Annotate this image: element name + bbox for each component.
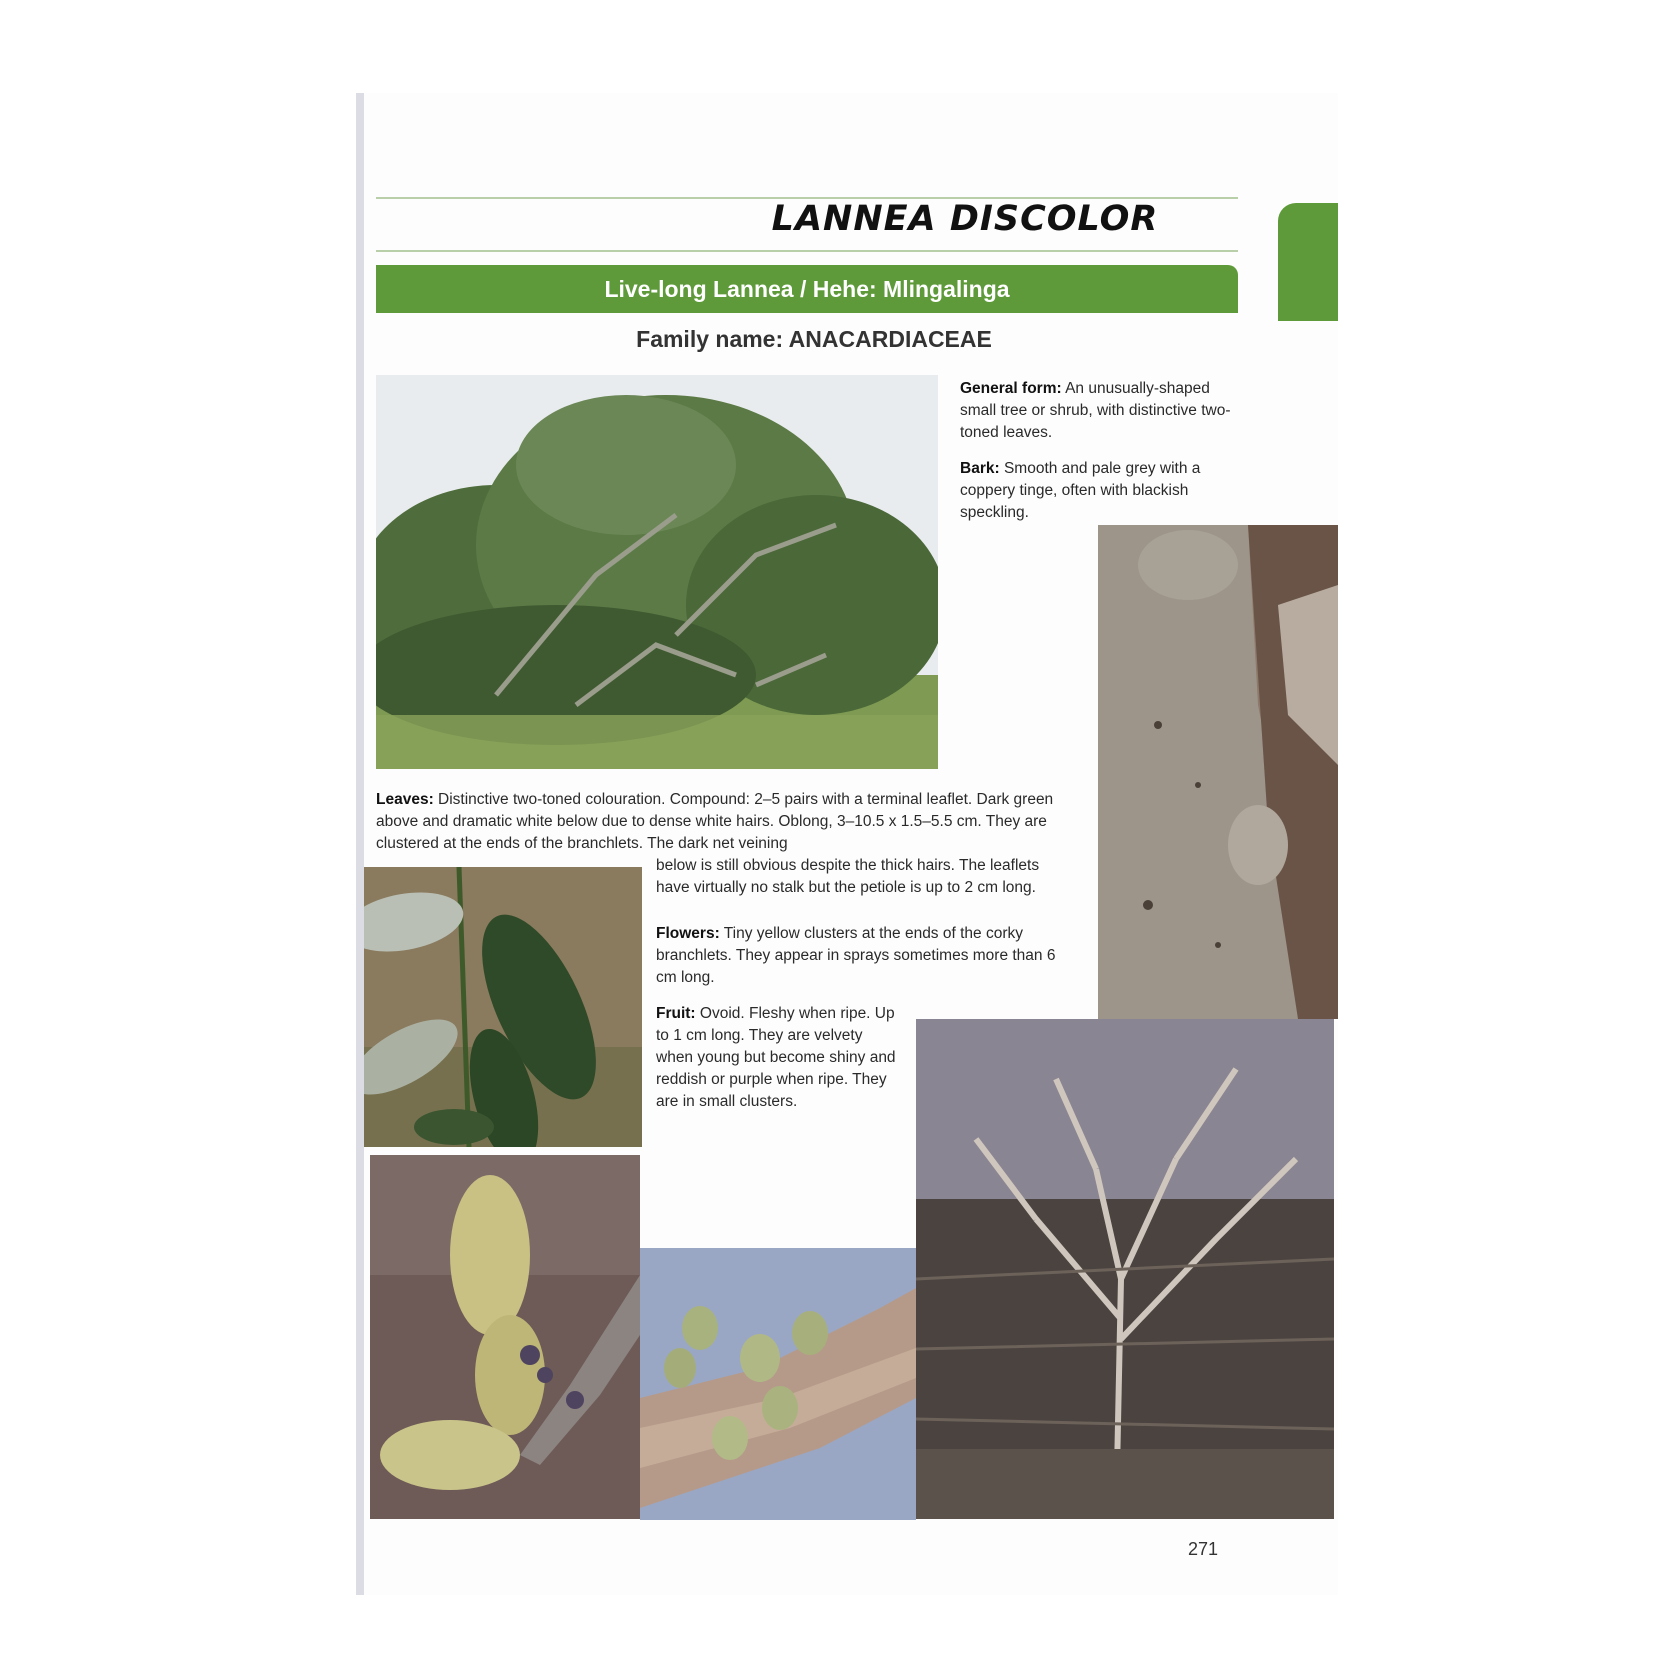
general-form-bark-text <box>960 378 1250 538</box>
section-tab <box>1278 203 1338 321</box>
leaves-continued: below is still obvious despite the thick hairs. The leaflets have virtually no stalk but the petiole is up to 2 cm long. <box>656 857 1040 896</box>
leaves-text-a: Distinctive two-toned colouration. Compound: 2–5 pairs with a terminal leaflet. Dark green above and dramatic white below due to dense white hairs. Oblong, 3–10.5 x 1.5–5.5 cm. They are clustered at the ends of the branchlets. The dark net veining <box>376 791 1054 852</box>
fruit-label: Fruit: <box>656 1005 696 1022</box>
fruit-text: Ovoid. Fleshy when ripe. Up to 1 cm long. They are velvety when young but become shiny and reddish or purple when ripe. They are in small clusters. <box>656 1005 896 1110</box>
fruit-paragraph <box>656 1003 896 1113</box>
bark-text: Smooth and pale grey with a coppery tinge, often with blackish speckling. <box>960 460 1201 521</box>
leaves-label: Leaves: <box>376 791 434 808</box>
leaves-paragraph <box>376 791 1053 852</box>
bark-label: Bark: <box>960 460 1000 477</box>
flowers-label: Flowers: <box>656 925 720 942</box>
general-form-label: General form: <box>960 380 1062 397</box>
photo-bare-tree <box>916 1019 1334 1519</box>
common-name-banner: Live-long Lannea / Hehe: Mlingalinga <box>376 265 1238 313</box>
photo-bark <box>1098 525 1338 1019</box>
page-number: 271 <box>1188 1539 1219 1559</box>
photo-leaves <box>364 867 642 1147</box>
flowers-text: Tiny yellow clusters at the ends of the corky branchlets. They appear in sprays sometimes more than 6 cm long. <box>656 925 1056 986</box>
book-page <box>356 93 1338 1595</box>
bottom-rule <box>376 250 1238 252</box>
general-form-paragraph <box>960 378 1250 444</box>
photo-fruit <box>640 1248 916 1520</box>
bark-paragraph <box>960 458 1250 524</box>
photo-flowers <box>370 1155 640 1519</box>
photo-general-form <box>376 375 938 769</box>
flowers-paragraph <box>656 923 1076 989</box>
leaves-text-top <box>376 789 1076 855</box>
general-form-text: An unusually-shaped small tree or shrub, with distinctive two-toned leaves. <box>960 380 1231 441</box>
species-title: LANNEA DISCOLOR <box>771 199 1159 239</box>
family-name: Family name: ANACARDIACEAE <box>636 326 992 352</box>
